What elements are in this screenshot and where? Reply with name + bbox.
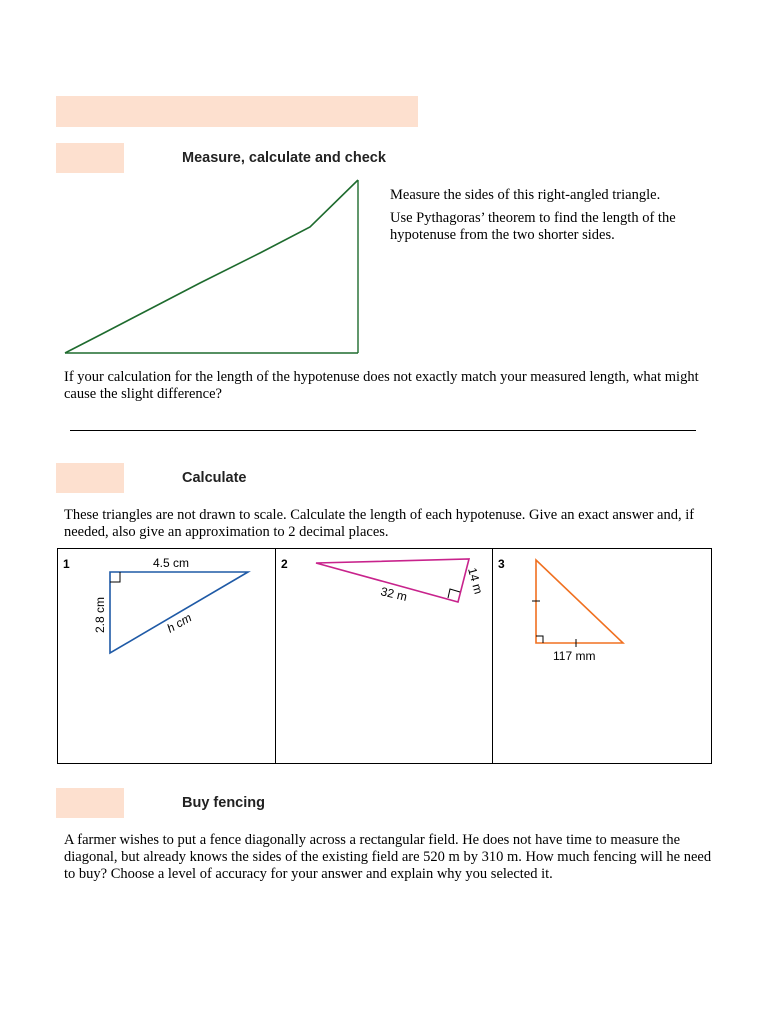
triangle-2-side-a: 32 m <box>379 584 409 604</box>
triangle-1-side-b: 2.8 cm <box>93 596 107 633</box>
section3-text: A farmer wishes to put a fence diagonally across a rectangular field. He does not have time to measure the diagonal, but already knows the sides of the existing field are 520 m by 310 m. How much fencing will he need to buy? Choose a level of accuracy for your answer and explain why you selected it. <box>64 832 712 882</box>
section2-intro: These triangles are not drawn to scale. Calculate the length of each hypotenuse. Give an exact answer and, if needed, also give an approximation to 2 decimal places. <box>64 507 695 540</box>
triangle-2-right-angle <box>448 589 460 598</box>
answer-line[interactable] <box>70 430 696 431</box>
triangle-2-side-b: 14 m <box>465 566 486 596</box>
triangle-3-diagram <box>493 549 712 669</box>
section3-label-bar <box>56 788 124 818</box>
triangle-3-side-a: 117 mm <box>553 649 596 663</box>
section2-heading: Calculate <box>182 470 247 486</box>
triangle-1-number: 1 <box>63 557 70 571</box>
section1-question: If your calculation for the length of the hypotenuse does not exactly match your measured length, what might cause the slight difference? <box>64 369 699 402</box>
triangle-2-number: 2 <box>281 557 288 571</box>
triangle-1-shape <box>110 572 248 653</box>
section3-heading: Buy fencing <box>182 795 265 811</box>
large-right-triangle <box>60 175 365 360</box>
large-triangle-hypotenuse <box>65 180 358 353</box>
triangle-1-side-a: 4.5 cm <box>153 556 190 570</box>
triangle-2-diagram <box>276 549 493 669</box>
triangles-grid <box>57 548 712 764</box>
triangle-cell-2 <box>275 549 493 763</box>
triangle-1-hypotenuse: h cm <box>164 610 195 636</box>
section1-instruction-1: Measure the sides of this right-angled triangle. <box>390 187 661 203</box>
section2-label-bar <box>56 463 124 493</box>
triangle-cell-1 <box>58 549 275 763</box>
triangle-3-shape <box>536 560 623 643</box>
triangle-1-right-angle <box>110 572 120 582</box>
triangle-cell-3 <box>492 549 712 763</box>
section1-heading: Measure, calculate and check <box>182 150 386 166</box>
triangle-3-number: 3 <box>498 557 505 571</box>
title-banner <box>56 96 418 127</box>
triangle-1-diagram <box>58 549 275 669</box>
triangle-3-right-angle <box>536 636 543 643</box>
section1-label-bar <box>56 143 124 173</box>
section1-instruction-2: Use Pythagoras’ theorem to find the length of the hypotenuse from the two shorter sides. <box>390 210 676 243</box>
